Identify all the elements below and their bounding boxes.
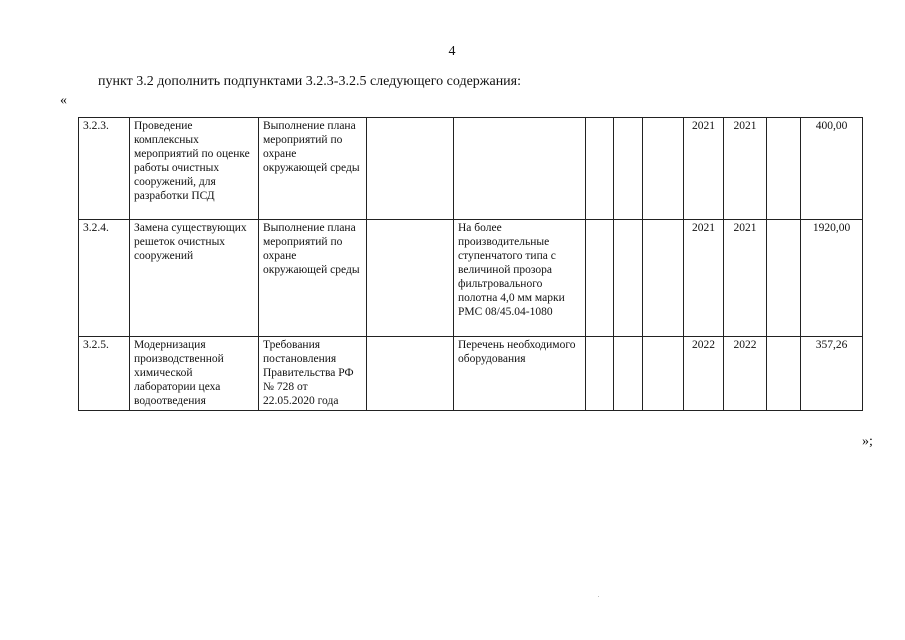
close-quote: »; (862, 434, 873, 449)
measure-name: Замена существующих решеток очистных сооружений (130, 220, 259, 337)
cell-col6 (586, 337, 614, 411)
measure-name: Проведение комплексных мероприятий по оценке работы очистных сооружений, для разработки ПСД (130, 118, 259, 220)
cell-col6 (586, 220, 614, 337)
row-number: 3.2.3. (79, 118, 130, 220)
page-number: 4 (448, 44, 456, 59)
measure-name: Модернизация производственной химической лаборатории цеха водоотведения (130, 337, 259, 411)
cell-col8 (643, 220, 684, 337)
row-number: 3.2.5. (79, 337, 130, 411)
cell-col11 (767, 220, 801, 337)
scan-speck (598, 596, 599, 597)
table-row (79, 118, 863, 220)
end-year: 2022 (724, 337, 767, 411)
cell-col7 (614, 337, 643, 411)
row-number: 3.2.4. (79, 220, 130, 337)
table-row (79, 337, 863, 411)
cell-col8 (643, 337, 684, 411)
measures-table (78, 117, 863, 411)
measure-basis: Выполнение плана мероприятий по охране окружающей среды (259, 118, 367, 220)
start-year: 2022 (684, 337, 724, 411)
measure-description: На более производительные ступенчатого типа с величиной прозора фильтровального полотна 4,0 мм марки РМС 08/45.04-1080 (454, 220, 586, 337)
intro-text: пункт 3.2 дополнить подпунктами 3.2.3-3.2.5 следующего содержания: (98, 74, 522, 89)
measure-basis: Требования постановления Правительства РФ № 728 от 22.05.2020 года (259, 337, 367, 411)
amount: 357,26 (801, 337, 863, 411)
measure-description (454, 118, 586, 220)
end-year: 2021 (724, 220, 767, 337)
amount: 1920,00 (801, 220, 863, 337)
cell-col7 (614, 220, 643, 337)
open-quote: « (60, 93, 67, 108)
cell-col4 (367, 220, 454, 337)
measure-basis: Выполнение плана мероприятий по охране окружающей среды (259, 220, 367, 337)
amount: 400,00 (801, 118, 863, 220)
cell-col8 (643, 118, 684, 220)
end-year: 2021 (724, 118, 767, 220)
cell-col4 (367, 118, 454, 220)
cell-col11 (767, 118, 801, 220)
cell-col4 (367, 337, 454, 411)
cell-col11 (767, 337, 801, 411)
start-year: 2021 (684, 220, 724, 337)
table-row (79, 220, 863, 337)
start-year: 2021 (684, 118, 724, 220)
cell-col6 (586, 118, 614, 220)
measure-description: Перечень необходимого оборудования (454, 337, 586, 411)
cell-col7 (614, 118, 643, 220)
